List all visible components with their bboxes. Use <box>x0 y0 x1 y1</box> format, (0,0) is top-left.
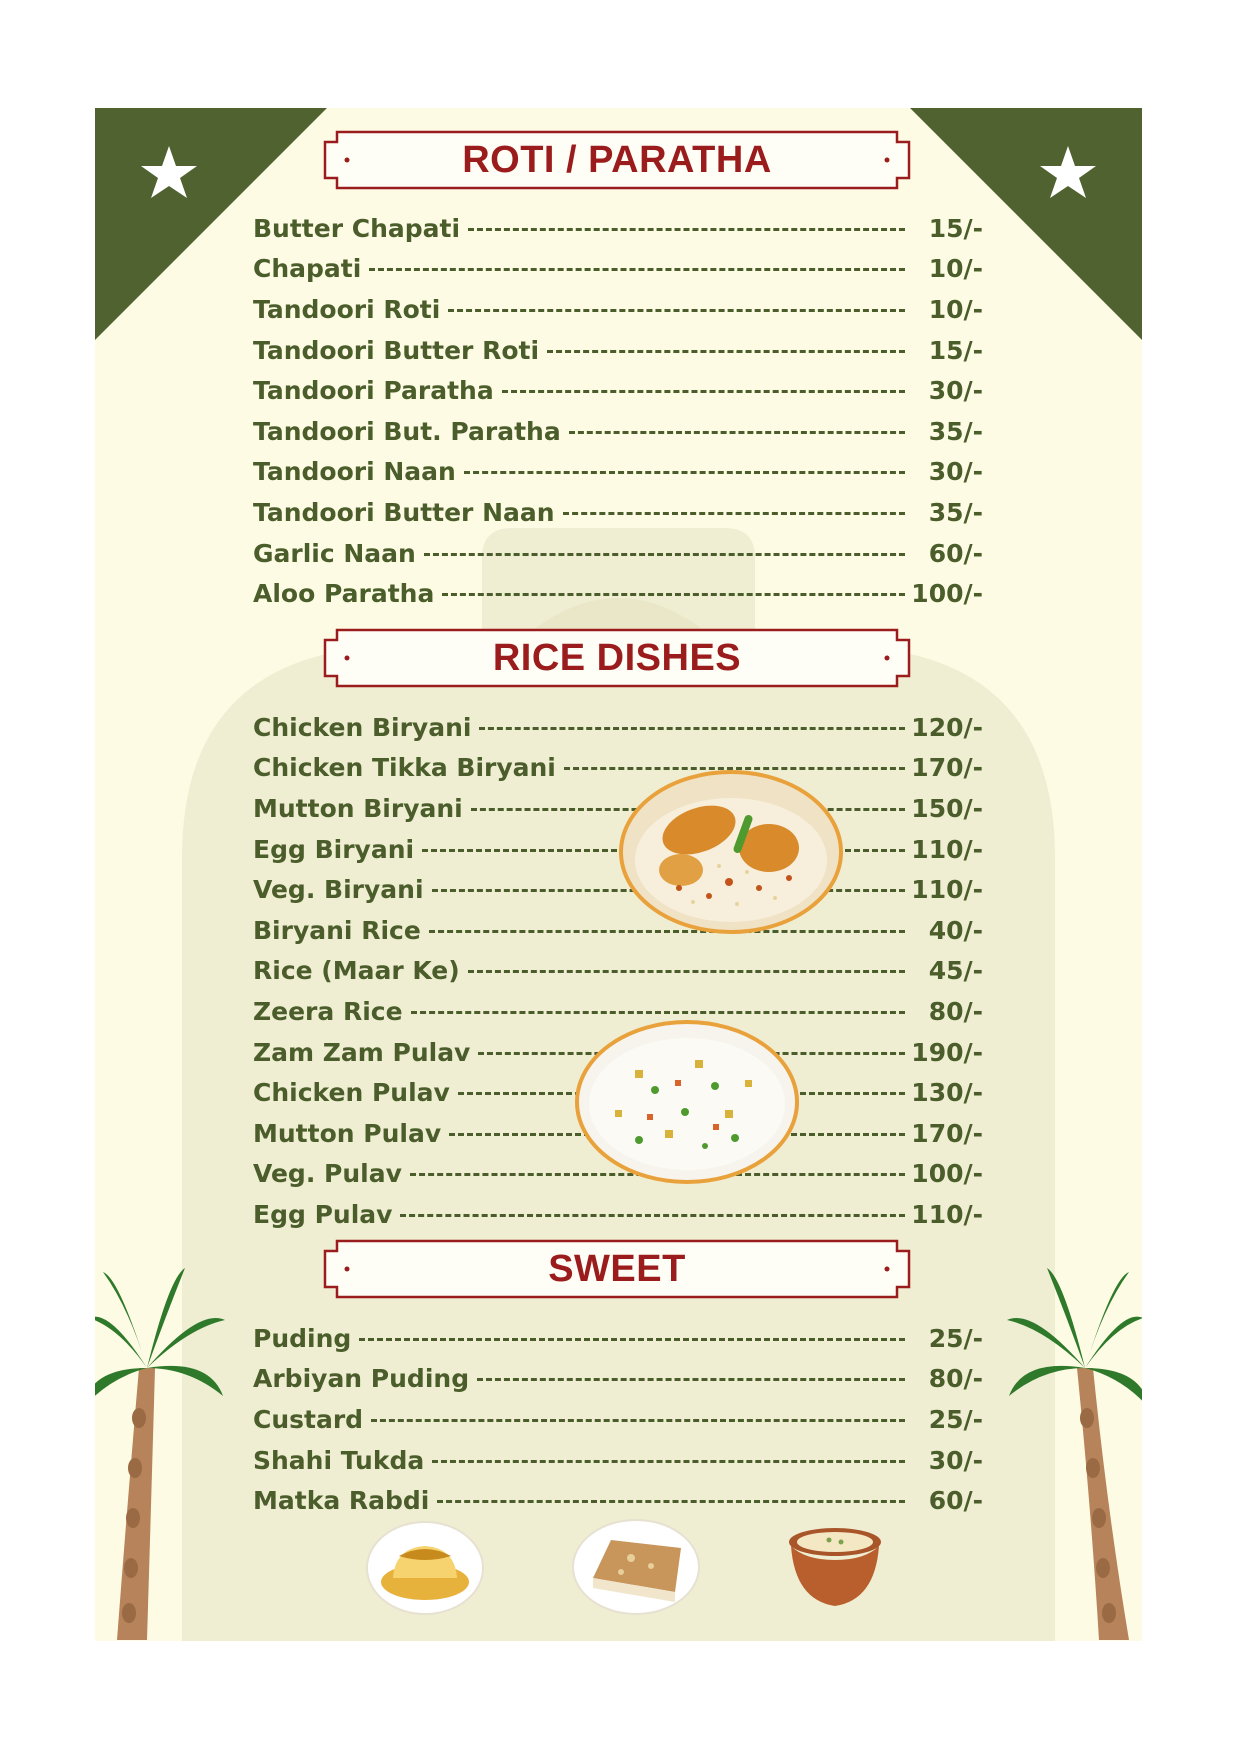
menu-item-name: Tandoori But. Paratha <box>253 416 561 446</box>
dotted-leader <box>448 309 905 312</box>
dotted-leader <box>442 593 905 596</box>
menu-item-name: Chicken Biryani <box>253 712 472 742</box>
menu-item-row <box>253 289 983 330</box>
menu-item-name: Tandoori Paratha <box>253 376 494 406</box>
dotted-leader <box>547 350 905 353</box>
menu-item-name: Garlic Naan <box>253 538 416 568</box>
menu-item-row <box>253 492 983 533</box>
menu-item-name: Chapati <box>253 254 362 284</box>
menu-item-row <box>253 452 983 493</box>
dotted-leader <box>468 970 905 973</box>
menu-item-price: 10/- <box>928 294 983 324</box>
pudding-image <box>365 1520 485 1616</box>
menu-item-name: Tandoori Naan <box>253 457 456 487</box>
dotted-leader <box>371 1419 905 1422</box>
menu-item-price: 100/- <box>911 1159 983 1189</box>
menu-item-name: Egg Pulav <box>253 1199 393 1229</box>
palm-tree-right <box>1003 1268 1142 1641</box>
dotted-leader <box>477 1378 905 1381</box>
menu-list-roti <box>253 208 983 614</box>
menu-item-price: 15/- <box>928 335 983 365</box>
dotted-leader <box>468 228 905 231</box>
menu-item-price: 110/- <box>911 1199 983 1229</box>
menu-item-row <box>253 951 983 992</box>
menu-item-name: Shahi Tukda <box>253 1445 425 1475</box>
menu-item-price: 110/- <box>911 834 983 864</box>
menu-item-name: Veg. Biryani <box>253 875 424 905</box>
menu-item-price: 60/- <box>928 1486 983 1516</box>
menu-item-name: Custard <box>253 1404 364 1434</box>
menu-item-name: Butter Chapati <box>253 213 461 243</box>
dotted-leader <box>432 1460 905 1463</box>
menu-item-name: Matka Rabdi <box>253 1486 430 1516</box>
menu-item-price: 35/- <box>928 497 983 527</box>
section-banner-rice <box>323 628 911 688</box>
section-banner-roti <box>323 130 911 190</box>
menu-item-price: 80/- <box>928 996 983 1026</box>
menu-item-price: 15/- <box>928 213 983 243</box>
menu-item-price: 35/- <box>928 416 983 446</box>
matka-rabdi-image <box>785 1520 885 1616</box>
dotted-leader <box>464 471 905 474</box>
menu-item-price: 100/- <box>911 579 983 609</box>
dotted-leader <box>411 1011 905 1014</box>
menu-item-name: Zam Zam Pulav <box>253 1037 471 1067</box>
menu-item-price: 150/- <box>911 793 983 823</box>
menu-item-price: 45/- <box>928 956 983 986</box>
dotted-leader <box>563 512 905 515</box>
menu-item-row <box>253 1318 983 1359</box>
menu-item-row <box>253 1440 983 1481</box>
menu-item-price: 110/- <box>911 875 983 905</box>
section-title: RICE DISHES <box>492 637 742 679</box>
menu-item-price: 170/- <box>911 753 983 783</box>
dotted-leader <box>569 431 905 434</box>
menu-item-price: 60/- <box>928 538 983 568</box>
menu-item-row <box>253 573 983 614</box>
menu-item-price: 10/- <box>928 254 983 284</box>
shahi-tukda-image <box>571 1518 701 1616</box>
dotted-leader <box>437 1500 905 1503</box>
menu-page <box>95 108 1142 1641</box>
menu-item-price: 30/- <box>928 1445 983 1475</box>
menu-item-price: 130/- <box>911 1078 983 1108</box>
menu-item-price: 25/- <box>928 1323 983 1353</box>
biryani-plate-image <box>619 770 843 934</box>
menu-item-name: Tandoori Roti <box>253 294 441 324</box>
menu-item-row <box>253 869 983 910</box>
menu-item-row <box>253 330 983 371</box>
dotted-leader <box>479 727 905 730</box>
menu-item-price: 40/- <box>928 915 983 945</box>
menu-item-name: Aloo Paratha <box>253 579 435 609</box>
menu-item-price: 80/- <box>928 1364 983 1394</box>
dotted-leader <box>400 1214 905 1217</box>
menu-item-row <box>253 249 983 290</box>
section-banner-sweet <box>323 1239 911 1299</box>
dotted-leader <box>502 390 905 393</box>
menu-item-row <box>253 1194 983 1235</box>
menu-item-name: Zeera Rice <box>253 996 403 1026</box>
menu-item-price: 30/- <box>928 376 983 406</box>
pulav-plate-image <box>575 1020 799 1184</box>
menu-item-price: 30/- <box>928 457 983 487</box>
menu-item-name: Veg. Pulav <box>253 1159 402 1189</box>
dotted-leader <box>369 268 905 271</box>
section-title: SWEET <box>548 1248 686 1290</box>
menu-item-row <box>253 370 983 411</box>
menu-item-name: Arbiyan Puding <box>253 1364 470 1394</box>
menu-item-row <box>253 1399 983 1440</box>
menu-item-price: 170/- <box>911 1118 983 1148</box>
dotted-leader <box>359 1338 905 1341</box>
menu-item-row <box>253 533 983 574</box>
dotted-leader <box>424 553 905 556</box>
menu-item-price: 190/- <box>911 1037 983 1067</box>
menu-item-row <box>253 707 983 748</box>
menu-item-name: Biryani Rice <box>253 915 421 945</box>
menu-item-price: 120/- <box>911 712 983 742</box>
menu-item-name: Mutton Biryani <box>253 793 463 823</box>
menu-item-row <box>253 1480 983 1521</box>
menu-item-row <box>253 208 983 249</box>
menu-item-name: Chicken Pulav <box>253 1078 450 1108</box>
menu-item-name: Mutton Pulav <box>253 1118 442 1148</box>
menu-item-name: Puding <box>253 1323 352 1353</box>
menu-item-row <box>253 748 983 789</box>
menu-item-price: 25/- <box>928 1404 983 1434</box>
menu-item-name: Tandoori Butter Naan <box>253 497 555 527</box>
menu-item-row <box>253 1359 983 1400</box>
section-title: ROTI / PARATHA <box>462 139 772 181</box>
menu-item-name: Tandoori Butter Roti <box>253 335 540 365</box>
menu-list-sweet <box>253 1318 983 1521</box>
menu-item-row <box>253 829 983 870</box>
menu-item-row <box>253 411 983 452</box>
menu-item-name: Egg Biryani <box>253 834 415 864</box>
menu-item-name: Rice (Maar Ke) <box>253 956 460 986</box>
palm-tree-left <box>95 1268 229 1641</box>
menu-item-row <box>253 910 983 951</box>
menu-item-name: Chicken Tikka Biryani <box>253 753 556 783</box>
menu-item-row <box>253 788 983 829</box>
